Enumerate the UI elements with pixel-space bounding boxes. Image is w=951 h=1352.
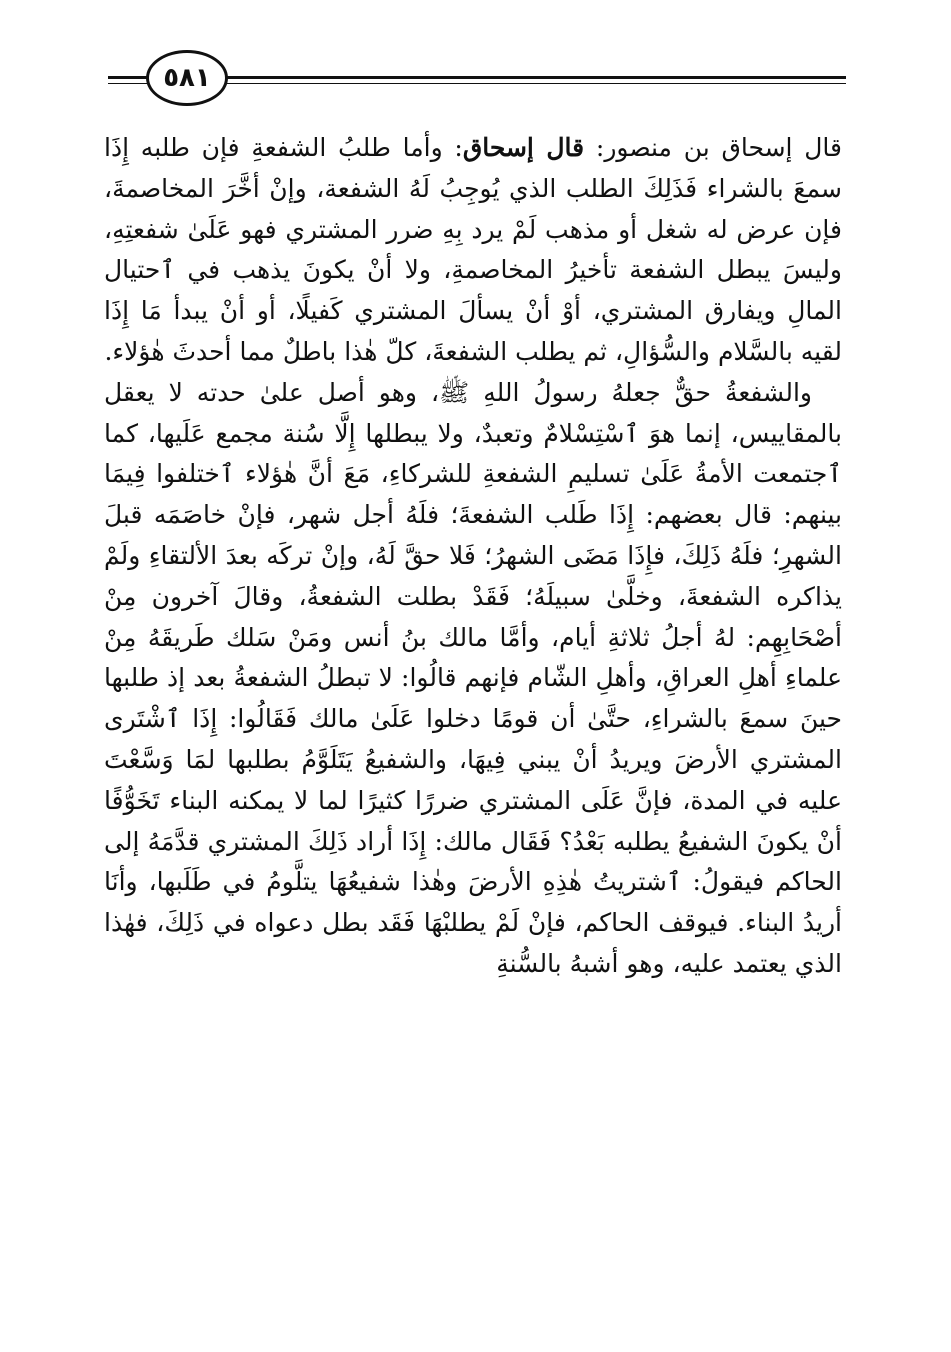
body-text [104, 128, 842, 985]
page-header [108, 50, 846, 110]
paragraph-1-lead: قال إسحاق بن منصور: [584, 133, 843, 162]
paragraph-1-rest: : وأما طلبُ الشفعةِ فإن طلبه إِذَا سمعَ بالشراء فَذَلِكَ الطلب الذي يُوجِبُ لَهُ الشفعة، وإنْ أخَّرَ المخاصمةَ، فإن عرض له شغل أو مذهب لَمْ يرد بِهِ ضرر المشتري فهو عَلَىٰ شفعتِهِ، وليسَ يبطل الشفعة تأخيرُ المخاصمةِ، ولا أنْ يكونَ يذهب في ٱحتيال المالِ ويفارق المشتري، أوْ أنْ يسألَ المشتري كَفيلًا، أو أنْ يبدأ مَا إِذَا لقيه بالسَّلام والسُّؤالِ، ثم يطلب الشفعةَ، كلّ هٰذا باطلٌ مما أحدثَ هٰؤلاء. [104, 133, 842, 366]
paragraph-1 [104, 128, 842, 373]
page-number: ٥٨١ [163, 63, 211, 93]
paragraph-2: والشفعةُ حقٌّ جعلهُ رسولُ اللهِ ﷺ، وهو أصل علىٰ حدته لا يعقل بالمقاييس، إنما هوَ ٱسْتِسْلامٌ وتعبدٌ، ولا يبطلها إِلَّا سُنة مجمع عَلَيها، كما ٱجتمعت الأمةُ عَلَىٰ تسليمِ الشفعةِ للشركاءِ، مَعَ أنَّ هٰؤلاء ٱختلفوا فِيمَا بينهم: قال بعضهم: إِذَا طَلب الشفعةَ؛ فلَهُ أجل شهر، فإنْ خاصَمَه قبلَ الشهرِ؛ فلَهُ ذَلِكَ، فإِذَا مَضَى الشهرُ؛ فَلا حقَّ لَهُ، وإنْ تركَه بعدَ الألتقاءِ ولَمْ يذاكره الشفعةَ، وخلَّىٰ سبيلَهُ؛ فَقَدْ بطلت الشفعةُ، وقالَ آخرون مِنْ أصْحَابِهِم: لهُ أجلُ ثلاثةِ أيام، وأمَّا مالك بنُ أنس ومَنْ سَلك طَريقَهُ مِنْ علماءِ أهلِ العراقِ، وأهلِ الشّام فإنهم قالُوا: لا تبطلُ الشفعةُ بعد إذ طلبها حينَ سمعَ بالشراءِ، حتَّىٰ أن قومًا دخلوا عَلَىٰ مالك فَقَالُوا: إِذَا ٱشْتَرى المشتري الأرضَ ويريدُ أنْ يبني فِيهَا، والشفيعُ يَتَلَوَّمُ بطلبها لمَا وَسَّعْتَ عليه في المدة، فإنَّ عَلَى المشتري ضررًا كثيرًا لما لا يمكنه البناء تَخَوُّفًا أنْ يكونَ الشفيعُ يطلبه بَعْدُ؟ فَقَال مالك: إِذَا أراد ذَلِكَ المشتري قدَّمَهُ إلى الحاكم فيقولُ: ٱشتريتُ هٰذِهِ الأرضَ وهٰذا شفيعُهَا يتلَّومُ في طَلَبها، وأنَا أريدُ البناء. فيوقف الحاكم، فإنْ لَمْ يطلبْهَا فَقَد بطل دعواه في ذَلِكَ، فهٰذا الذي يعتمد عليه، وهو أشبهُ بالسُّنةِ [104, 377, 842, 978]
page-number-badge [146, 50, 228, 106]
speaker-name: قال إسحاق [462, 133, 585, 162]
